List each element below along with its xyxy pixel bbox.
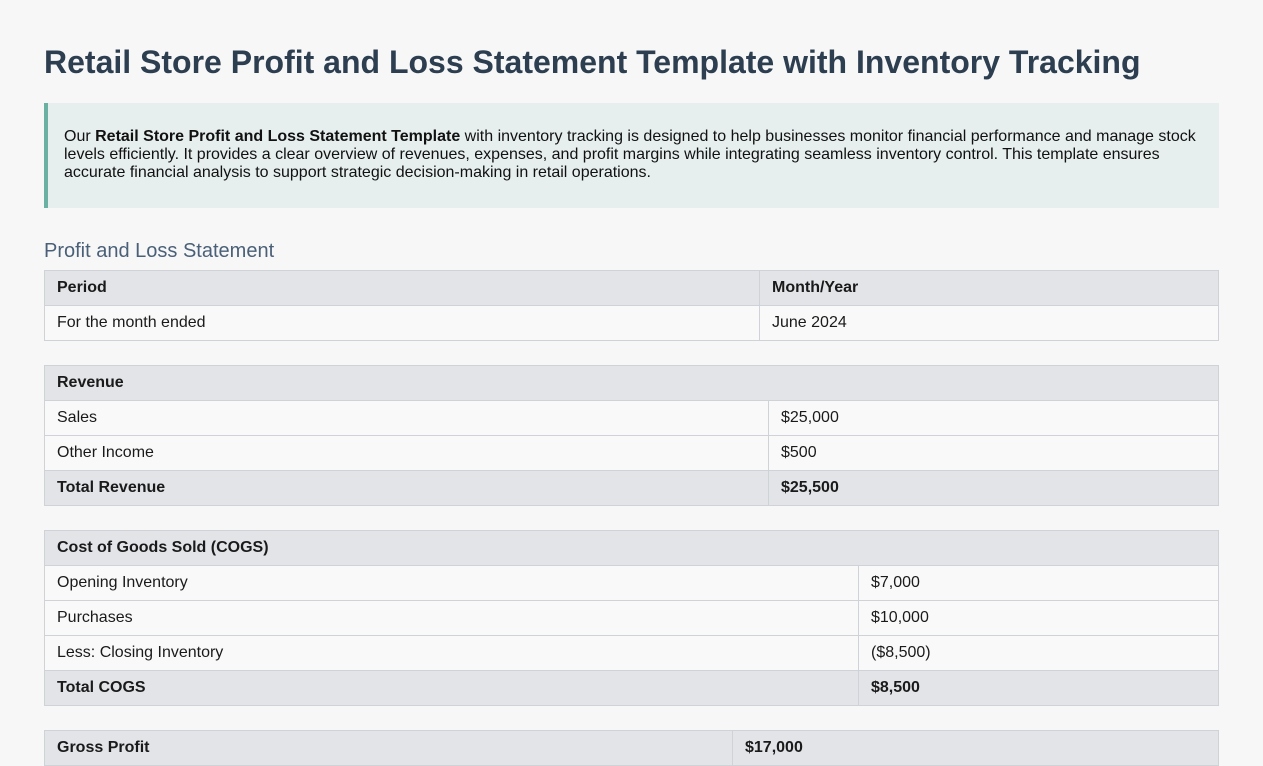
cogs-heading: Cost of Goods Sold (COGS) xyxy=(45,531,1219,566)
intro-bold: Retail Store Profit and Loss Statement Template xyxy=(95,128,461,145)
table-row xyxy=(45,401,1219,436)
table-row xyxy=(45,436,1219,471)
intro-callout xyxy=(44,103,1219,208)
intro-suffix: with inventory tracking is designed to help businesses monitor financial performance and manage stock levels efficiently. It provides a clear overview of revenues, expenses, and profit margins while integrating seamless inventory control. This template ensures accurate financial analysis to support strategic decision-making in retail operations. xyxy=(64,128,1196,181)
header-period: Period xyxy=(45,271,760,306)
row-label: Other Income xyxy=(45,436,769,471)
revenue-heading-row xyxy=(45,366,1219,401)
total-row xyxy=(45,671,1219,706)
period-label: For the month ended xyxy=(45,306,760,341)
total-label: Total Revenue xyxy=(45,471,769,506)
total-label: Total COGS xyxy=(45,671,859,706)
period-value: June 2024 xyxy=(760,306,1219,341)
row-value: $25,000 xyxy=(769,401,1219,436)
row-label: Sales xyxy=(45,401,769,436)
row-label: Opening Inventory xyxy=(45,566,859,601)
table-row xyxy=(45,306,1219,341)
page-title: Retail Store Profit and Loss Statement Template with Inventory Tracking xyxy=(44,44,1141,80)
row-label: Purchases xyxy=(45,601,859,636)
revenue-table xyxy=(44,365,1219,506)
row-value: $10,000 xyxy=(859,601,1219,636)
table-header-row xyxy=(45,271,1219,306)
period-table xyxy=(44,270,1219,341)
row-value: $7,000 xyxy=(859,566,1219,601)
table-row xyxy=(45,601,1219,636)
cogs-heading-row xyxy=(45,531,1219,566)
row-value: $500 xyxy=(769,436,1219,471)
section-title: Profit and Loss Statement xyxy=(44,240,275,262)
table-row xyxy=(45,636,1219,671)
gross-profit-value: $17,000 xyxy=(733,731,1219,766)
gross-profit-label: Gross Profit xyxy=(45,731,733,766)
revenue-heading: Revenue xyxy=(45,366,1219,401)
total-value: $25,500 xyxy=(769,471,1219,506)
intro-prefix: Our xyxy=(64,128,96,145)
row-label: Less: Closing Inventory xyxy=(45,636,859,671)
total-value: $8,500 xyxy=(859,671,1219,706)
cogs-table xyxy=(44,530,1219,706)
header-month-year: Month/Year xyxy=(760,271,1219,306)
row-value: ($8,500) xyxy=(859,636,1219,671)
gross-profit-row xyxy=(45,731,1219,766)
total-row xyxy=(45,471,1219,506)
table-row xyxy=(45,566,1219,601)
